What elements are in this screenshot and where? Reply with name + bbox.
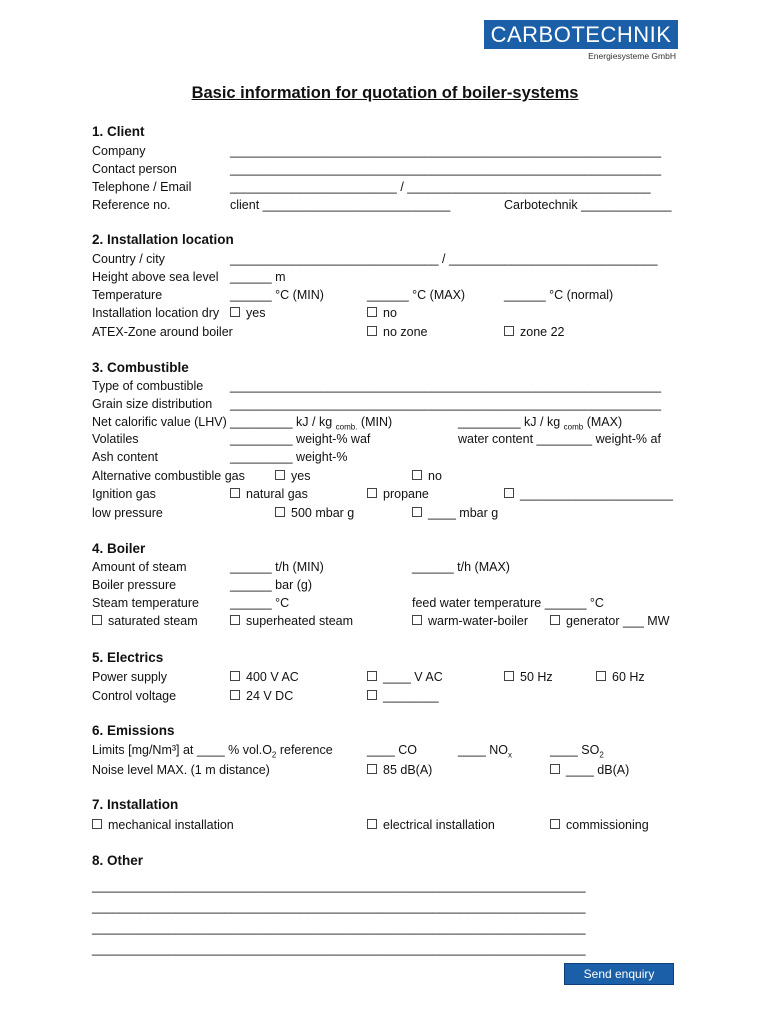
telephone-email-field[interactable]: ________________________ / ___________________________________ [230,180,651,194]
option-label: no zone [383,325,428,339]
company-field[interactable]: ______________________________________________________________ [230,144,662,158]
section-installation-heading: 7. Installation [92,797,179,812]
alt-gas-no-option[interactable] [412,468,442,484]
option-label: warm-water-boiler [428,614,529,628]
checkbox-icon[interactable] [367,690,377,700]
control-other-option[interactable] [367,688,439,704]
boiler-pressure-field[interactable]: ______ bar (g) [230,578,313,592]
option-label: 24 V DC [246,689,294,703]
net-calorific-value-label: Net calorific value (LHV) [92,415,227,429]
steam-min-field[interactable]: ______ t/h (MIN) [230,560,324,574]
checkbox-icon[interactable] [230,671,240,681]
telephone-email-label: Telephone / Email [92,180,192,194]
option-label: ________ [383,689,439,703]
option-label: 60 Hz [612,670,645,684]
option-label: yes [291,469,311,483]
saturated-steam-option[interactable] [92,613,198,629]
ash-content-label: Ash content [92,450,159,464]
low-pressure-other-option[interactable] [412,505,498,521]
option-label: propane [383,487,429,501]
ash-content-field[interactable]: _________ weight-% [230,450,348,464]
limits-suffix: reference [276,743,333,757]
power-60hz-option[interactable] [596,669,645,685]
checkbox-icon[interactable] [367,488,377,498]
ncv-max-suffix: (MAX) [583,415,623,429]
other-line-1[interactable]: _______________________________________________________________________ [92,879,586,893]
ncv-max-value: _________ kJ / kg [458,415,561,429]
option-label: mechanical installation [108,818,234,832]
ignition-propane-option[interactable] [367,486,429,502]
mechanical-installation-option[interactable] [92,817,234,833]
low-pressure-500-option[interactable] [275,505,354,521]
checkbox-icon[interactable] [275,507,285,517]
warm-water-boiler-option[interactable] [412,613,528,629]
option-label: 400 V AC [246,670,299,684]
checkbox-icon[interactable] [550,819,560,829]
low-pressure-label: low pressure [92,506,163,520]
checkbox-icon[interactable] [230,307,240,317]
height-field[interactable]: ______ m [230,270,286,284]
grain-size-label: Grain size distribution [92,397,213,411]
nox-subscript: x [508,750,513,760]
option-label: generator ___ MW [566,614,670,628]
so2-field[interactable] [550,742,604,764]
power-supply-label: Power supply [92,670,168,684]
location-dry-yes-option[interactable] [230,305,265,321]
limits-reference-field[interactable] [92,742,333,764]
location-dry-label: Installation location dry [92,306,220,320]
so2-subscript: 2 [599,750,604,760]
height-label: Height above sea level [92,270,219,284]
atex-no-zone-option[interactable] [367,324,427,340]
checkbox-icon[interactable] [230,488,240,498]
reference-label: Reference no. [92,198,171,212]
ncv-min-suffix: (MIN) [357,415,393,429]
checkbox-icon[interactable] [367,307,377,317]
noise-85db-option[interactable] [367,762,432,778]
option-label: 50 Hz [520,670,553,684]
reference-carbotechnik-field[interactable]: Carbotechnik _____________ [504,198,672,212]
option-label: yes [246,306,266,320]
combustible-type-label: Type of combustible [92,379,204,393]
checkbox-icon[interactable] [504,671,514,681]
checkbox-icon[interactable] [412,615,422,625]
checkbox-icon[interactable] [550,764,560,774]
water-content-field[interactable]: water content ________ weight-% af [458,432,661,446]
option-label: 85 dB(A) [383,763,433,777]
checkbox-icon[interactable] [367,326,377,336]
checkbox-icon[interactable] [367,671,377,681]
option-label: superheated steam [246,614,354,628]
limits-subscript: 2 [271,750,277,760]
company-logo: CARBOTECHNIK [484,20,678,49]
company-logo-subtitle: Energiesysteme GmbH [588,51,676,61]
temperature-min-field[interactable]: ______ °C (MIN) [230,288,324,302]
other-line-4[interactable]: _______________________________________________________________________ [92,942,586,956]
checkbox-icon[interactable] [367,764,377,774]
page-title: Basic information for quotation of boiler-systems [191,84,579,102]
noise-other-option[interactable] [550,762,629,778]
boiler-pressure-label: Boiler pressure [92,578,177,592]
option-label: natural gas [246,487,308,501]
checkbox-icon[interactable] [504,326,514,336]
option-label: zone 22 [520,325,565,339]
checkbox-icon[interactable] [230,690,240,700]
ignition-other-option[interactable] [504,486,673,502]
option-label: ____ V AC [383,670,443,684]
volatiles-field[interactable]: _________ weight-% waf [230,432,371,446]
atex-zone-22-option[interactable] [504,324,564,340]
atex-zone-label: ATEX-Zone around boiler [92,325,233,339]
power-custom-vac-option[interactable] [367,669,443,685]
country-city-field[interactable]: ______________________________ / ______________________________ [230,252,658,266]
reference-client-field[interactable]: client ___________________________ [230,198,451,212]
checkbox-icon[interactable] [504,488,514,498]
temperature-max-field[interactable]: ______ °C (MAX) [367,288,466,302]
steam-temperature-field[interactable]: ______ °C [230,596,290,610]
control-voltage-label: Control voltage [92,689,177,703]
control-24v-option[interactable] [230,688,293,704]
electrical-installation-option[interactable] [367,817,495,833]
option-label: commissioning [566,818,649,832]
grain-size-field[interactable]: ______________________________________________________________ [230,397,662,411]
option-label: ____ dB(A) [566,763,630,777]
option-label: 500 mbar g [291,506,355,520]
temperature-normal-field[interactable]: ______ °C (normal) [504,288,614,302]
superheated-steam-option[interactable] [230,613,353,629]
checkbox-icon[interactable] [412,507,422,517]
commissioning-option[interactable] [550,817,649,833]
ncv-max-subscript: comb [563,422,584,432]
location-dry-no-option[interactable] [367,305,397,321]
checkbox-icon[interactable] [596,671,606,681]
section-client-heading: 1. Client [92,124,145,139]
option-label: electrical installation [383,818,495,832]
steam-max-field[interactable]: ______ t/h (MAX) [412,560,510,574]
limits-text: Limits [mg/Nm³] at ____ % vol.O [92,743,272,757]
steam-temperature-label: Steam temperature [92,596,199,610]
temperature-label: Temperature [92,288,163,302]
ncv-min-subscript: comb. [335,422,358,432]
checkbox-icon[interactable] [412,470,422,480]
other-line-3[interactable]: _______________________________________________________________________ [92,921,586,935]
section-electrics-heading: 5. Electrics [92,650,164,665]
ignition-natural-gas-option[interactable] [230,486,308,502]
power-400v-option[interactable] [230,669,299,685]
section-boiler-heading: 4. Boiler [92,541,146,556]
checkbox-icon[interactable] [92,819,102,829]
generator-option[interactable] [550,613,670,629]
combustible-type-field[interactable]: ______________________________________________________________ [230,379,662,393]
contact-person-label: Contact person [92,162,177,176]
country-city-label: Country / city [92,252,165,266]
option-label: ______________________ [520,487,673,501]
company-label: Company [92,144,146,158]
option-label: ____ mbar g [428,506,499,520]
alternative-gas-label: Alternative combustible gas [92,469,245,483]
nox-field[interactable] [458,742,512,764]
section-other-heading: 8. Other [92,853,144,868]
volatiles-label: Volatiles [92,432,139,446]
section-combustible-heading: 3. Combustible [92,360,189,375]
send-enquiry-button[interactable]: Send enquiry [564,963,674,985]
option-label: no [383,306,397,320]
checkbox-icon[interactable] [275,470,285,480]
steam-amount-label: Amount of steam [92,560,187,574]
alt-gas-yes-option[interactable] [275,468,310,484]
option-label: no [428,469,442,483]
feed-water-temperature-field[interactable]: feed water temperature ______ °C [412,596,604,610]
section-installation-location-heading: 2. Installation location [92,232,234,247]
co-field[interactable]: ____ CO [367,743,418,757]
nox-text: ____ NO [458,743,509,757]
option-label: saturated steam [108,614,198,628]
power-50hz-option[interactable] [504,669,553,685]
checkbox-icon[interactable] [367,819,377,829]
ignition-gas-label: Ignition gas [92,487,156,501]
so2-text: ____ SO [550,743,600,757]
section-emissions-heading: 6. Emissions [92,723,175,738]
contact-person-field[interactable]: ______________________________________________________________ [230,162,662,176]
ncv-min-value: _________ kJ / kg [230,415,333,429]
other-line-2[interactable]: _______________________________________________________________________ [92,900,586,914]
noise-level-label: Noise level MAX. (1 m distance) [92,763,270,777]
checkbox-icon[interactable] [230,615,240,625]
checkbox-icon[interactable] [92,615,102,625]
checkbox-icon[interactable] [550,615,560,625]
